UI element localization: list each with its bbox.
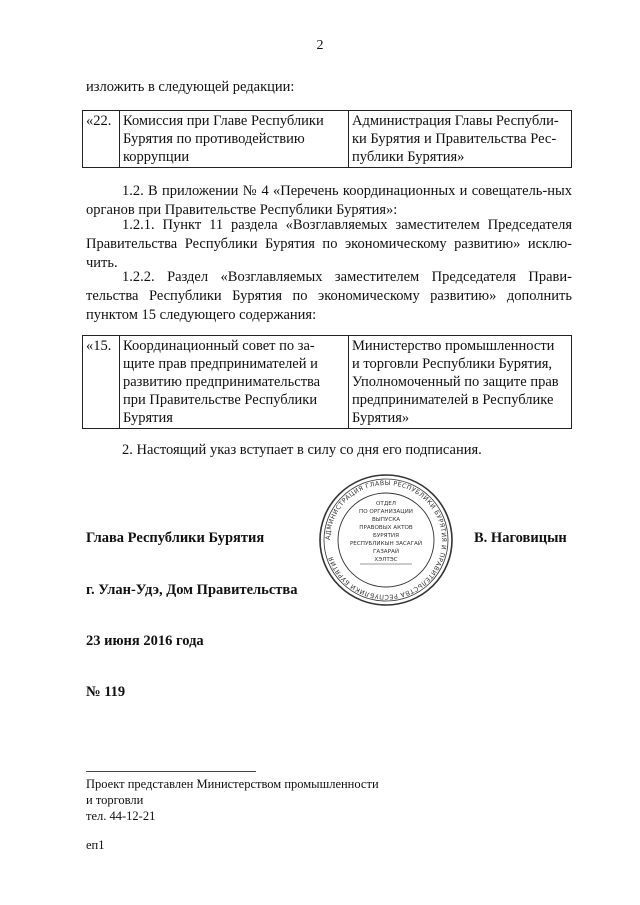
seal-line: РЕСПУБЛИКЫН ЗАСАГАЙ (349, 541, 423, 547)
cell-line: Бурятия (123, 410, 173, 426)
signature-title: Глава Республики Бурятия (86, 530, 265, 546)
paragraph-1-2-1: 1.2.1. Пункт 11 раздела «Возглавляемых заместителем Председателя Правительства Республики Бурятия по экономическому развитию» исклю-чить. (86, 217, 572, 271)
cell-line: развитию предпринимательства (123, 374, 321, 390)
footnote-line: и торговли (86, 793, 144, 807)
cell-line: Координационный совет по за- (123, 338, 315, 354)
paragraph-1-2-2: 1.2.2. Раздел «Возглавляемых заместителем Председателя Прави-тельства Республики Бурятия по экономическому развитию» дополнить пунктом 15 следующего содержания: (86, 269, 572, 323)
cell-line: при Правительстве Республики (123, 392, 318, 408)
table-commission (82, 110, 572, 168)
footnote (86, 776, 379, 824)
paragraph-1-2: 1.2. В приложении № 4 «Перечень координационных и совещатель-ных органов при Правительстве Республики Бурятия»: (86, 183, 572, 218)
cell-line: и торговли Республики Бурятия, (352, 356, 553, 372)
date-line: 23 июня 2016 года (86, 633, 204, 649)
seal-line: ПО ОРГАНИЗАЦИИ (359, 509, 413, 515)
cell-line: публики Бурятия» (352, 149, 465, 165)
page-number: 2 (316, 38, 324, 53)
cell-line: Министерство промышленности (352, 338, 555, 354)
row-number: «15. (83, 336, 120, 429)
responsible-cell (349, 336, 572, 429)
cell-line: щите прав предпринимателей и (123, 356, 318, 372)
cell-line: Администрация Главы Республи- (352, 113, 559, 129)
intro-text: изложить в следующей редакции: (86, 79, 295, 95)
cell-line: Комиссия при Главе Республики (123, 113, 324, 129)
seal-line: ГАЗАРАЙ (372, 549, 400, 555)
responsible-cell (349, 111, 572, 168)
cell-line: коррупции (123, 149, 190, 165)
cell-line: Уполномоченный по защите прав (352, 374, 559, 390)
seal-line: ОТДЕЛ (376, 501, 396, 507)
cell-line: предпринимателей в Республике (352, 392, 554, 408)
signature-name: В. Наговицын (474, 530, 567, 546)
footnote-divider (86, 771, 256, 772)
body-name-cell (120, 111, 349, 168)
place-line: г. Улан-Удэ, Дом Правительства (86, 582, 298, 598)
cell-line: ки Бурятия и Правительства Рес- (352, 131, 557, 147)
body-name-cell (120, 336, 349, 429)
seal-ring-text: АДМИНИСТРАЦИЯ ГЛАВЫ РЕСПУБЛИКИ БУРЯТИЯ И ПРАВИТЕЛЬСТВА РЕСПУБЛИКИ БУРЯТИЯ (324, 479, 448, 601)
footnote-line: тел. 44-12-21 (86, 809, 156, 823)
table-row (83, 111, 572, 168)
official-seal-stamp (318, 473, 454, 607)
decree-number: № 119 (86, 684, 126, 700)
svg-text:АДМИНИСТРАЦИЯ ГЛАВЫ РЕСПУБЛИКИ (325, 480, 447, 600)
seal-line: ВЫПУСКА (371, 517, 401, 523)
table-row (83, 336, 572, 429)
seal-line: ПРАВОВЫХ АКТОВ (359, 525, 413, 531)
document-code: еп1 (86, 838, 105, 852)
paragraph-2: 2. Настоящий указ вступает в силу со дня его подписания. (122, 442, 482, 458)
seal-line: ХЭЛТЭС (374, 557, 398, 563)
row-number: «22. (83, 111, 120, 168)
seal-line: БУРЯТИЯ (373, 533, 399, 539)
table-council (82, 335, 572, 429)
cell-line: Бурятия» (352, 410, 410, 426)
cell-line: Бурятия по противодействию (123, 131, 305, 147)
footnote-line: Проект представлен Министерством промышленности (86, 777, 379, 791)
